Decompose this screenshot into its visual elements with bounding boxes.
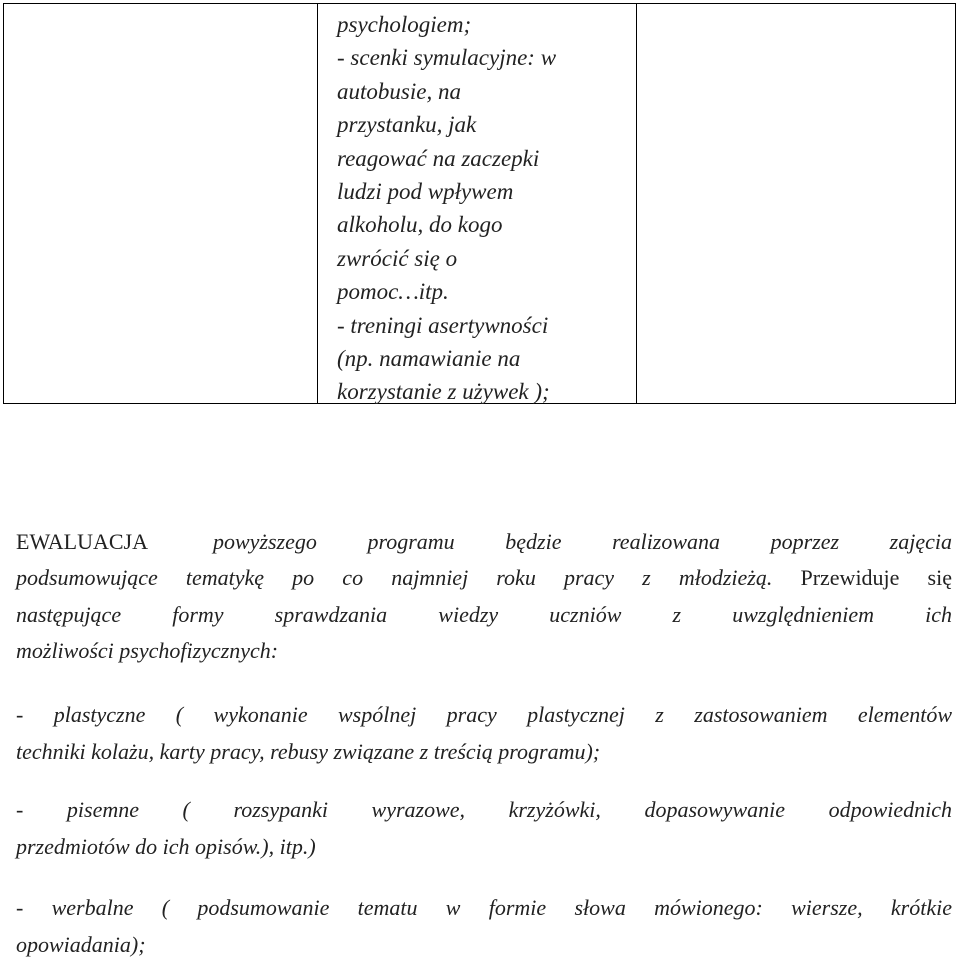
evaluation-line1-text: powyższego programu będzie realizowana poprzez zajęcia <box>213 529 952 554</box>
form-written-line1: - pisemne ( rozsypanki wyrazowe, krzyżówki, dopasowywanie odpowiednich <box>16 797 952 822</box>
cell-line: alkoholu, do kogo <box>337 212 503 238</box>
form-plastic-line2: techniki kolażu, karty pracy, rebusy związane z treścią programu); <box>16 738 601 764</box>
evaluation-line2 <box>16 560 952 597</box>
form-verbal-line1: - werbalne ( podsumowanie tematu w formie słowa mówionego: wiersze, krótkie <box>16 895 952 920</box>
evaluation-paragraph <box>16 560 952 670</box>
form-plastic-line1: - plastyczne ( wykonanie wspólnej pracy plastycznej z zastosowaniem elementów <box>16 702 952 727</box>
form-written-line2: przedmiotów do ich opisów.), itp.) <box>16 833 316 859</box>
evaluation-heading: EWALUACJA <box>16 529 148 554</box>
table-column-divider-2 <box>636 4 637 403</box>
evaluation-first-line <box>16 524 952 561</box>
form-plastic <box>16 697 952 770</box>
form-verbal <box>16 890 952 963</box>
activities-table-fragment <box>3 3 956 404</box>
table-column-divider-1 <box>317 4 318 403</box>
evaluation-line2-italic: podsumowujące tematykę po co najmniej roku pracy z młodzieżą. <box>16 565 773 590</box>
evaluation-line4: możliwości psychofizycznych: <box>16 638 279 663</box>
cell-line: reagować na zaczepki <box>337 145 540 171</box>
cell-line: (np. namawianie na <box>337 346 521 372</box>
table-cell-activities <box>337 8 556 409</box>
cell-line: pomoc…itp. <box>337 279 449 305</box>
form-verbal-line2: opowiadania); <box>16 931 146 957</box>
cell-line: - scenki symulacyjne: w <box>337 45 557 71</box>
cell-line: autobusie, na <box>337 78 461 104</box>
form-written <box>16 792 952 865</box>
cell-line: psychologiem; <box>337 12 472 37</box>
cell-line: korzystanie z używek ); <box>337 379 550 405</box>
cell-line: przystanku, jak <box>337 112 477 138</box>
cell-line: - treningi asertywności <box>337 312 549 338</box>
evaluation-line2-upright: Przewiduje się <box>800 565 952 590</box>
cell-line: zwrócić się o <box>337 245 458 271</box>
evaluation-line3: następujące formy sprawdzania wiedzy uczniów z uwzględnieniem ich <box>16 601 952 627</box>
cell-line: ludzi pod wpływem <box>337 179 514 205</box>
